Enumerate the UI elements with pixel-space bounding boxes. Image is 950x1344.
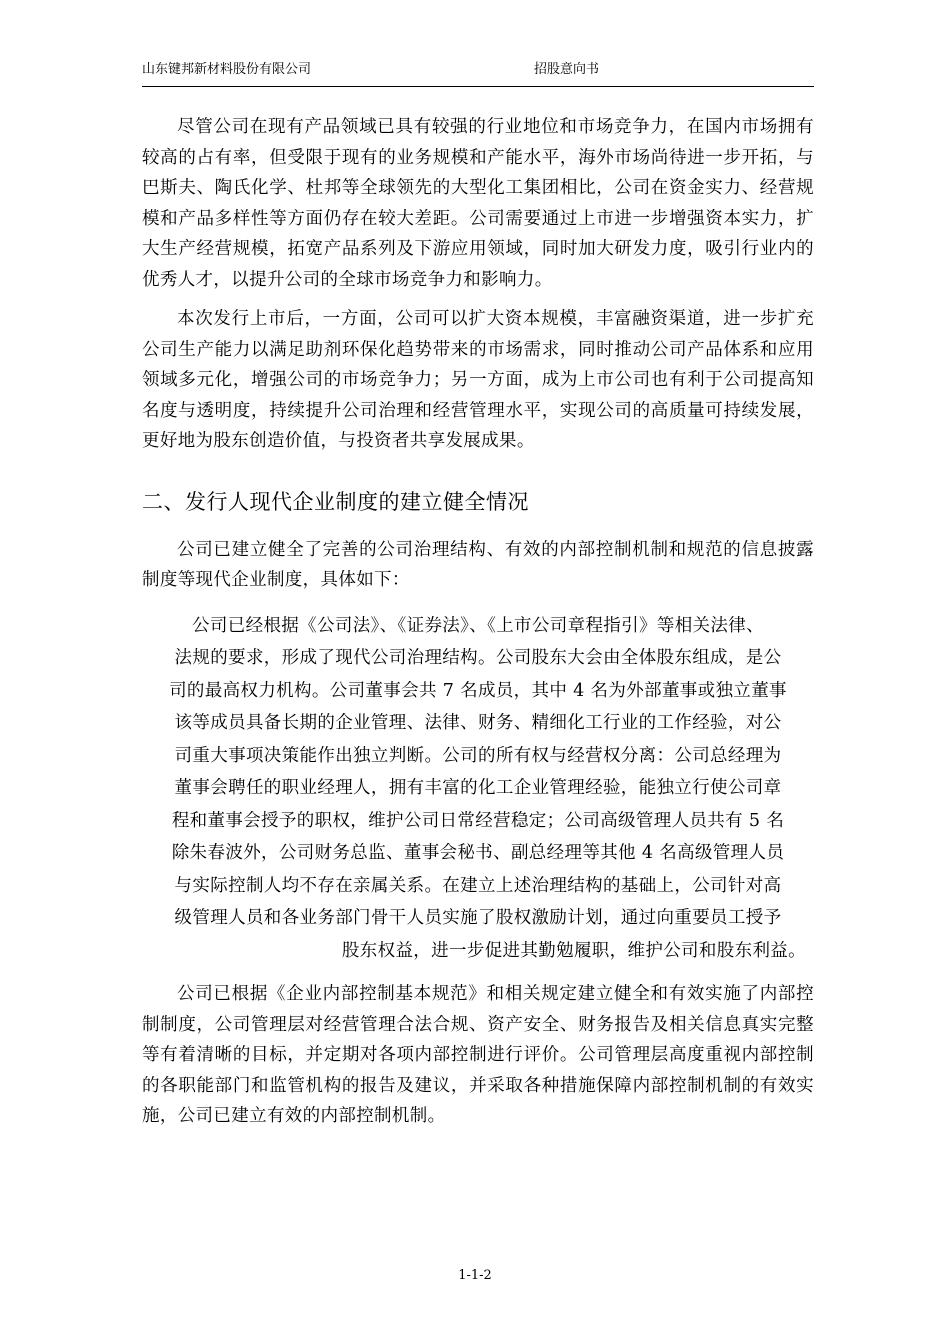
governance-line: 董事会聘任的职业经理人，拥有丰富的化工企业管理经验，能独立行使公司章 [174, 778, 782, 798]
governance-line: 级管理人员和各业务部门骨干人员实施了股权激励计划，通过向重要员工授予 [174, 908, 782, 928]
page-header [142, 58, 814, 87]
document-body [142, 112, 814, 1132]
paragraph-intro: 公司已建立健全了完善的公司治理结构、有效的内部控制机制和规范的信息披露制度等现代企业制度，具体如下： [142, 539, 814, 590]
governance-line: 公司已经根据《公司法》、《证券法》、《上市公司章程指引》等相关法律、 [192, 615, 764, 636]
governance-line: 法规的要求，形成了现代公司治理结构。公司股东大会由全体股东组成，是公 [174, 648, 782, 668]
governance-line: 除朱春波外，公司财务总监、董事会秘书、副总经理等其他 4 名高级管理人员 [171, 843, 785, 863]
governance-last-line: 股东权益，进一步促进其勤勉履职，维护公司和股东利益。 [341, 940, 806, 961]
page-number: 1-1-2 [458, 1268, 492, 1283]
governance-line: 与实际控制人均不存在亲属关系。在建立上述治理结构的基础上，公司针对高 [174, 875, 782, 896]
paragraph-internal-control: 公司已根据《企业内部控制基本规范》和相关规定建立健全和有效实施了内部控制制度，公司管理层对经营管理合法合规、资产安全、财务报告及相关信息真实完整等有着清晰的目标，并定期对各项内部控制进行评价。公司管理层高度重视内部控制的各职能部门和监管机构的报告及建议，并采取各种措施保障内部控制机制的有效实施，公司已建立有效的内部控制机制。 [142, 984, 814, 1126]
governance-line: 司的最高权力机构。公司董事会共 7 名成员，其中 4 名为外部董事或独立董事 [169, 680, 787, 701]
section-heading: 二、发行人现代企业制度的建立健全情况 [142, 489, 529, 514]
header-company-name: 山东键邦新材料股份有限公司 [142, 62, 312, 77]
governance-line: 该等成员具备长期的企业管理、法律、财务、精细化工行业的工作经验，对公 [174, 713, 782, 733]
governance-line: 程和董事会授予的职权，维护公司日常经营稳定；公司高级管理人员共有 5 名 [171, 810, 785, 831]
header-document-title: 招股意向书 [534, 62, 600, 77]
paragraph-listing-benefits: 本次发行上市后，一方面，公司可以扩大资本规模，丰富融资渠道，进一步扩充公司生产能力以满足助剂环保化趋势带来的市场需求，同时推动公司产品体系和应用领域多元化，增强公司的市场竞争力；另一方面，成为上市公司也有利于公司提高知名度与透明度，持续提升公司治理和经营管理水平，实现公司的高质量可持续发展，更好地为股东创造价值，与投资者共享发展成果。 [142, 309, 814, 451]
paragraph-competitiveness: 尽管公司在现有产品领域已具有较强的行业地位和市场竞争力，在国内市场拥有较高的占有率，但受限于现有的业务规模和产能水平，海外市场尚待进一步开拓，与巴斯夫、陶氏化学、杜邦等全球领先的大型化工集团相比，公司在资金实力、经营规模和产品多样性等方面仍存在较大差距。公司需要通过上市进一步增强资本实力，扩大生产经营规模，拓宽产品系列及下游应用领域，同时加大研发力度，吸引行业内的优秀人才，以提升公司的全球市场竞争力和影响力。 [142, 117, 814, 290]
governance-structure-block [142, 610, 814, 968]
governance-line: 司重大事项决策能作出独立判断。公司的所有权与经营权分离：公司总经理为 [174, 745, 782, 766]
